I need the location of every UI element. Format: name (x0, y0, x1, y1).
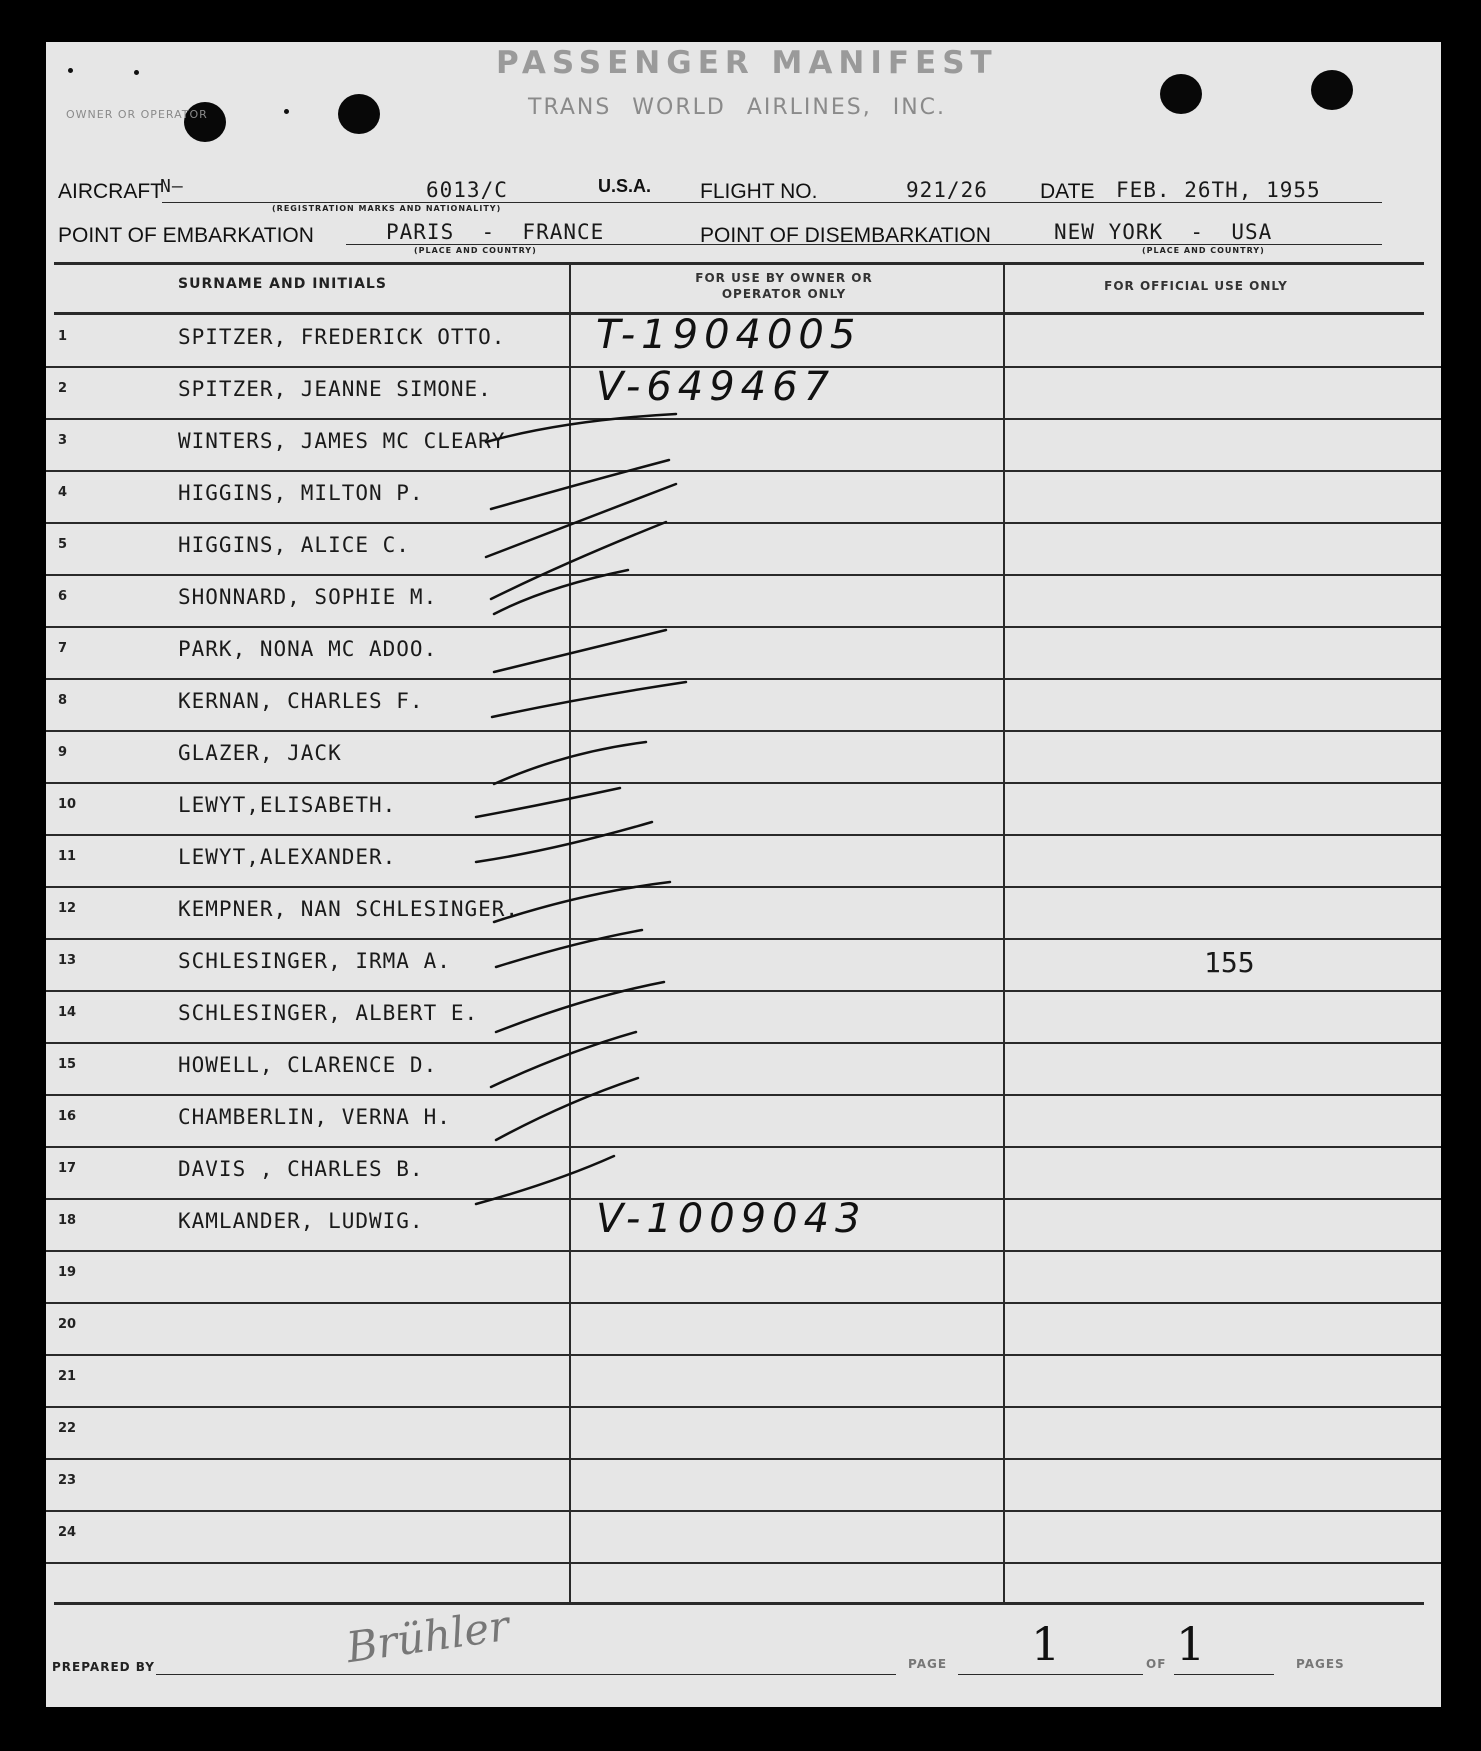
owner-operator-label: OWNER OR OPERATOR (66, 108, 208, 121)
table-row (46, 730, 1441, 784)
table-row (46, 1406, 1441, 1460)
row-number: 8 (58, 693, 68, 708)
airline-name: TRANS WORLD AIRLINES, INC. (528, 95, 947, 120)
passenger-name: GLAZER, JACK (178, 741, 342, 765)
passenger-name: HOWELL, CLARENCE D. (178, 1053, 438, 1077)
document-number: V-1009043 (596, 1196, 867, 1242)
table-row (46, 574, 1441, 628)
prepared-by-underline (156, 1674, 896, 1675)
column-header-official-use: FOR OFFICIAL USE ONLY (1104, 279, 1288, 293)
aircraft-underline (162, 202, 1382, 203)
table-row (46, 418, 1441, 472)
total-pages: 1 (1176, 1617, 1206, 1671)
passenger-name: LEWYT,ELISABETH. (178, 793, 397, 817)
table-row (46, 782, 1441, 836)
passenger-name: HIGGINS, ALICE C. (178, 533, 410, 557)
disembarkation-label: POINT OF DISEMBARKATION (700, 224, 991, 247)
row-number: 19 (58, 1265, 77, 1280)
table-row (46, 1458, 1441, 1512)
punch-hole (338, 94, 380, 134)
table-row (46, 470, 1441, 524)
table-row (46, 990, 1441, 1044)
row-number: 6 (58, 589, 68, 604)
table-row (46, 314, 1441, 368)
table-row (46, 886, 1441, 940)
page-underline (958, 1674, 1143, 1675)
table-top-rule (54, 262, 1424, 265)
passenger-name: KERNAN, CHARLES F. (178, 689, 424, 713)
flight-date: FEB. 26TH, 1955 (1116, 178, 1321, 202)
passenger-name: WINTERS, JAMES MC CLEARY (178, 429, 506, 453)
table-row (46, 366, 1441, 420)
flight-number-label: FLIGHT NO. (700, 180, 818, 203)
footer-rule (54, 1602, 1424, 1605)
manifest-title: PASSENGER MANIFEST (496, 45, 998, 81)
row-number: 5 (58, 537, 68, 552)
column-header-name: SURNAME AND INITIALS (178, 276, 387, 292)
table-row (46, 1302, 1441, 1356)
row-number: 7 (58, 641, 68, 656)
row-number: 20 (58, 1317, 77, 1332)
table-row (46, 834, 1441, 888)
aircraft-note: (REGISTRATION MARKS AND NATIONALITY) (272, 204, 502, 213)
table-row (46, 626, 1441, 680)
table-row (46, 1354, 1441, 1408)
row-number: 17 (58, 1161, 77, 1176)
punch-hole (1160, 74, 1202, 114)
disembarkation-note: (PLACE AND COUNTRY) (1142, 246, 1265, 255)
document-number: V-649467 (596, 364, 836, 410)
passenger-name: CHAMBERLIN, VERNA H. (178, 1105, 451, 1129)
passenger-name: SPITZER, JEANNE SIMONE. (178, 377, 492, 401)
column-header-owner-use: FOR USE BY OWNER OR OPERATOR ONLY (695, 271, 873, 301)
embarkation-place: PARIS - FRANCE (386, 220, 605, 244)
table-row (46, 938, 1441, 992)
row-number: 11 (58, 849, 77, 864)
table-row (46, 1042, 1441, 1096)
row-number: 10 (58, 797, 77, 812)
table-row (46, 678, 1441, 732)
embarkation-note: (PLACE AND COUNTRY) (414, 246, 537, 255)
speck (68, 68, 73, 73)
speck (134, 70, 139, 75)
preparer-signature: Brühler (343, 1600, 513, 1673)
punch-hole (1311, 70, 1353, 110)
prepared-by-label: PREPARED BY (52, 1660, 155, 1674)
row-number: 2 (58, 381, 68, 396)
row-number: 21 (58, 1369, 77, 1384)
row-number: 22 (58, 1421, 77, 1436)
aircraft-registration: 6013/C (426, 178, 508, 202)
row-number: 23 (58, 1473, 77, 1488)
row-number: 14 (58, 1005, 77, 1020)
passenger-name: HIGGINS, MILTON P. (178, 481, 424, 505)
row-number: 1 (58, 329, 68, 344)
row-number: 16 (58, 1109, 77, 1124)
of-label: OF (1146, 1657, 1167, 1671)
date-label: DATE (1040, 180, 1095, 203)
flight-number: 921/26 (906, 178, 988, 202)
of-underline (1174, 1674, 1274, 1675)
official-mark: 155 (1204, 946, 1255, 979)
passenger-name: LEWYT,ALEXANDER. (178, 845, 397, 869)
row-number: 13 (58, 953, 77, 968)
embarkation-label: POINT OF EMBARKATION (58, 224, 314, 247)
passenger-name: SHONNARD, SOPHIE M. (178, 585, 438, 609)
row-number: 3 (58, 433, 68, 448)
row-number: 18 (58, 1213, 77, 1228)
aircraft-prefix: N— (160, 176, 184, 197)
embarkation-underline (346, 244, 1382, 245)
row-number: 12 (58, 901, 77, 916)
passenger-name: PARK, NONA MC ADOO. (178, 637, 438, 661)
passenger-name: SCHLESINGER, ALBERT E. (178, 1001, 479, 1025)
table-row (46, 522, 1441, 576)
page-number: 1 (1031, 1617, 1061, 1671)
row-number: 4 (58, 485, 68, 500)
passenger-name: DAVIS , CHARLES B. (178, 1157, 424, 1181)
manifest-sheet (46, 42, 1441, 1707)
passenger-name: SCHLESINGER, IRMA A. (178, 949, 451, 973)
nationality: U.S.A. (598, 176, 652, 196)
table-row (46, 1094, 1441, 1148)
table-row (46, 1146, 1441, 1200)
aircraft-label: AIRCRAFT (58, 180, 163, 203)
row-number: 9 (58, 745, 68, 760)
passenger-name: KEMPNER, NAN SCHLESINGER. (178, 897, 520, 921)
row-number: 24 (58, 1525, 77, 1540)
speck (284, 109, 289, 114)
passenger-name: SPITZER, FREDERICK OTTO. (178, 325, 506, 349)
page-label: PAGE (908, 1657, 948, 1671)
row-number: 15 (58, 1057, 77, 1072)
table-row (46, 1198, 1441, 1252)
table-row (46, 1250, 1441, 1304)
pages-label: PAGES (1296, 1657, 1345, 1671)
table-row (46, 1510, 1441, 1564)
passenger-name: KAMLANDER, LUDWIG. (178, 1209, 424, 1233)
document-number: T-1904005 (596, 312, 862, 358)
disembarkation-place: NEW YORK - USA (1054, 220, 1273, 244)
